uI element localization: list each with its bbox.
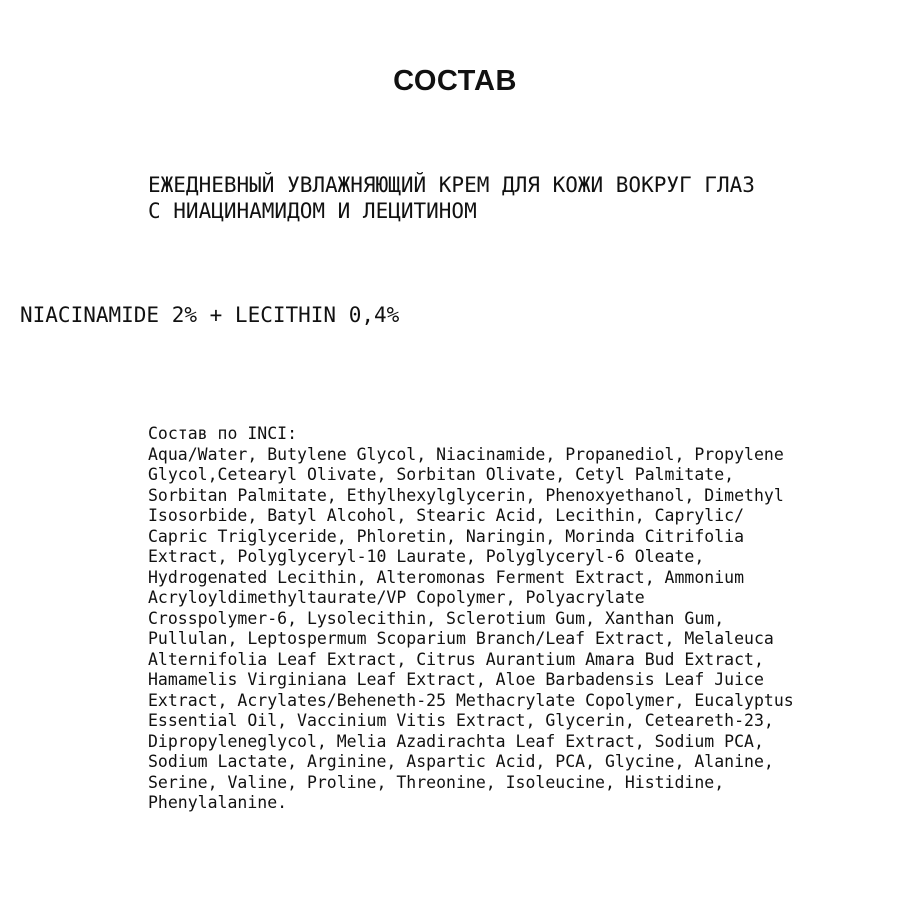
ingredients-line: Acryloyldimethyltaurate/VP Copolymer, Polyacrylate	[148, 588, 645, 607]
ingredients-line: Extract, Acrylates/Beheneth-25 Methacrylate Copolymer, Eucalyptus	[148, 690, 794, 710]
ingredients-line: Hydrogenated Lecithin, Alteromonas Ferment Extract, Ammonium	[148, 567, 745, 587]
ingredients-line: Pullulan, Leptospermum Scoparium Branch/Leaf Extract, Melaleuca	[148, 629, 774, 648]
product-description-line: ЕЖЕДНЕВНЫЙ УВЛАЖНЯЮЩИЙ КРЕМ ДЛЯ КОЖИ ВОКРУГ ГЛАЗ	[148, 173, 755, 197]
ingredients-line: Phenylalanine.	[148, 793, 288, 812]
ingredients-line: Sodium Lactate, Arginine, Aspartic Acid, PCA, Glycine, Alanine,	[148, 752, 774, 771]
ingredients-line: Essential Oil, Vaccinium Vitis Extract, Glycerin, Ceteareth-23,	[148, 711, 774, 730]
ingredients-line: Alternifolia Leaf Extract, Citrus Aurantium Amara Bud Extract,	[148, 649, 764, 669]
product-description-line: С НИАЦИНАМИДОМ И ЛЕЦИТИНОМ	[148, 199, 477, 223]
ingredients-line: Sorbitan Palmitate, Ethylhexylglycerin, Phenoxyethanol, Dimethyl	[148, 485, 784, 505]
page-title: СОСТАВ	[393, 65, 517, 97]
ingredients-line: Capric Triglyceride, Phloretin, Naringin, Morinda Citrifolia	[148, 526, 745, 546]
ingredients-line: Extract, Polyglyceryl-10 Laurate, Polyglyceryl-6 Oleate,	[148, 547, 705, 566]
ingredients-line: Hamamelis Virginiana Leaf Extract, Aloe Barbadensis Leaf Juice	[148, 670, 764, 689]
ingredients-line: Isosorbide, Batyl Alcohol, Stearic Acid, Lecithin, Caprylic/	[148, 506, 745, 525]
ingredients-line: Dipropyleneglycol, Melia Azadirachta Leaf Extract, Sodium PCA,	[148, 731, 764, 751]
ingredients-line: Glycol,Cetearyl Olivate, Sorbitan Olivate, Cetyl Palmitate,	[148, 465, 735, 484]
product-description	[148, 172, 898, 224]
inci-label: Состав по INCI:	[148, 424, 298, 443]
ingredients-line: Serine, Valine, Proline, Threonine, Isoleucine, Histidine,	[148, 772, 725, 792]
active-ingredients: NIACINAMIDE 2% + LECITHIN 0,4%	[20, 303, 400, 327]
ingredients-line: Crosspolymer-6, Lysolecithin, Sclerotium Gum, Xanthan Gum,	[148, 608, 725, 628]
inci-ingredients-list	[148, 445, 893, 814]
ingredients-line: Aqua/Water, Butylene Glycol, Niacinamide, Propanediol, Propylene	[148, 444, 784, 464]
